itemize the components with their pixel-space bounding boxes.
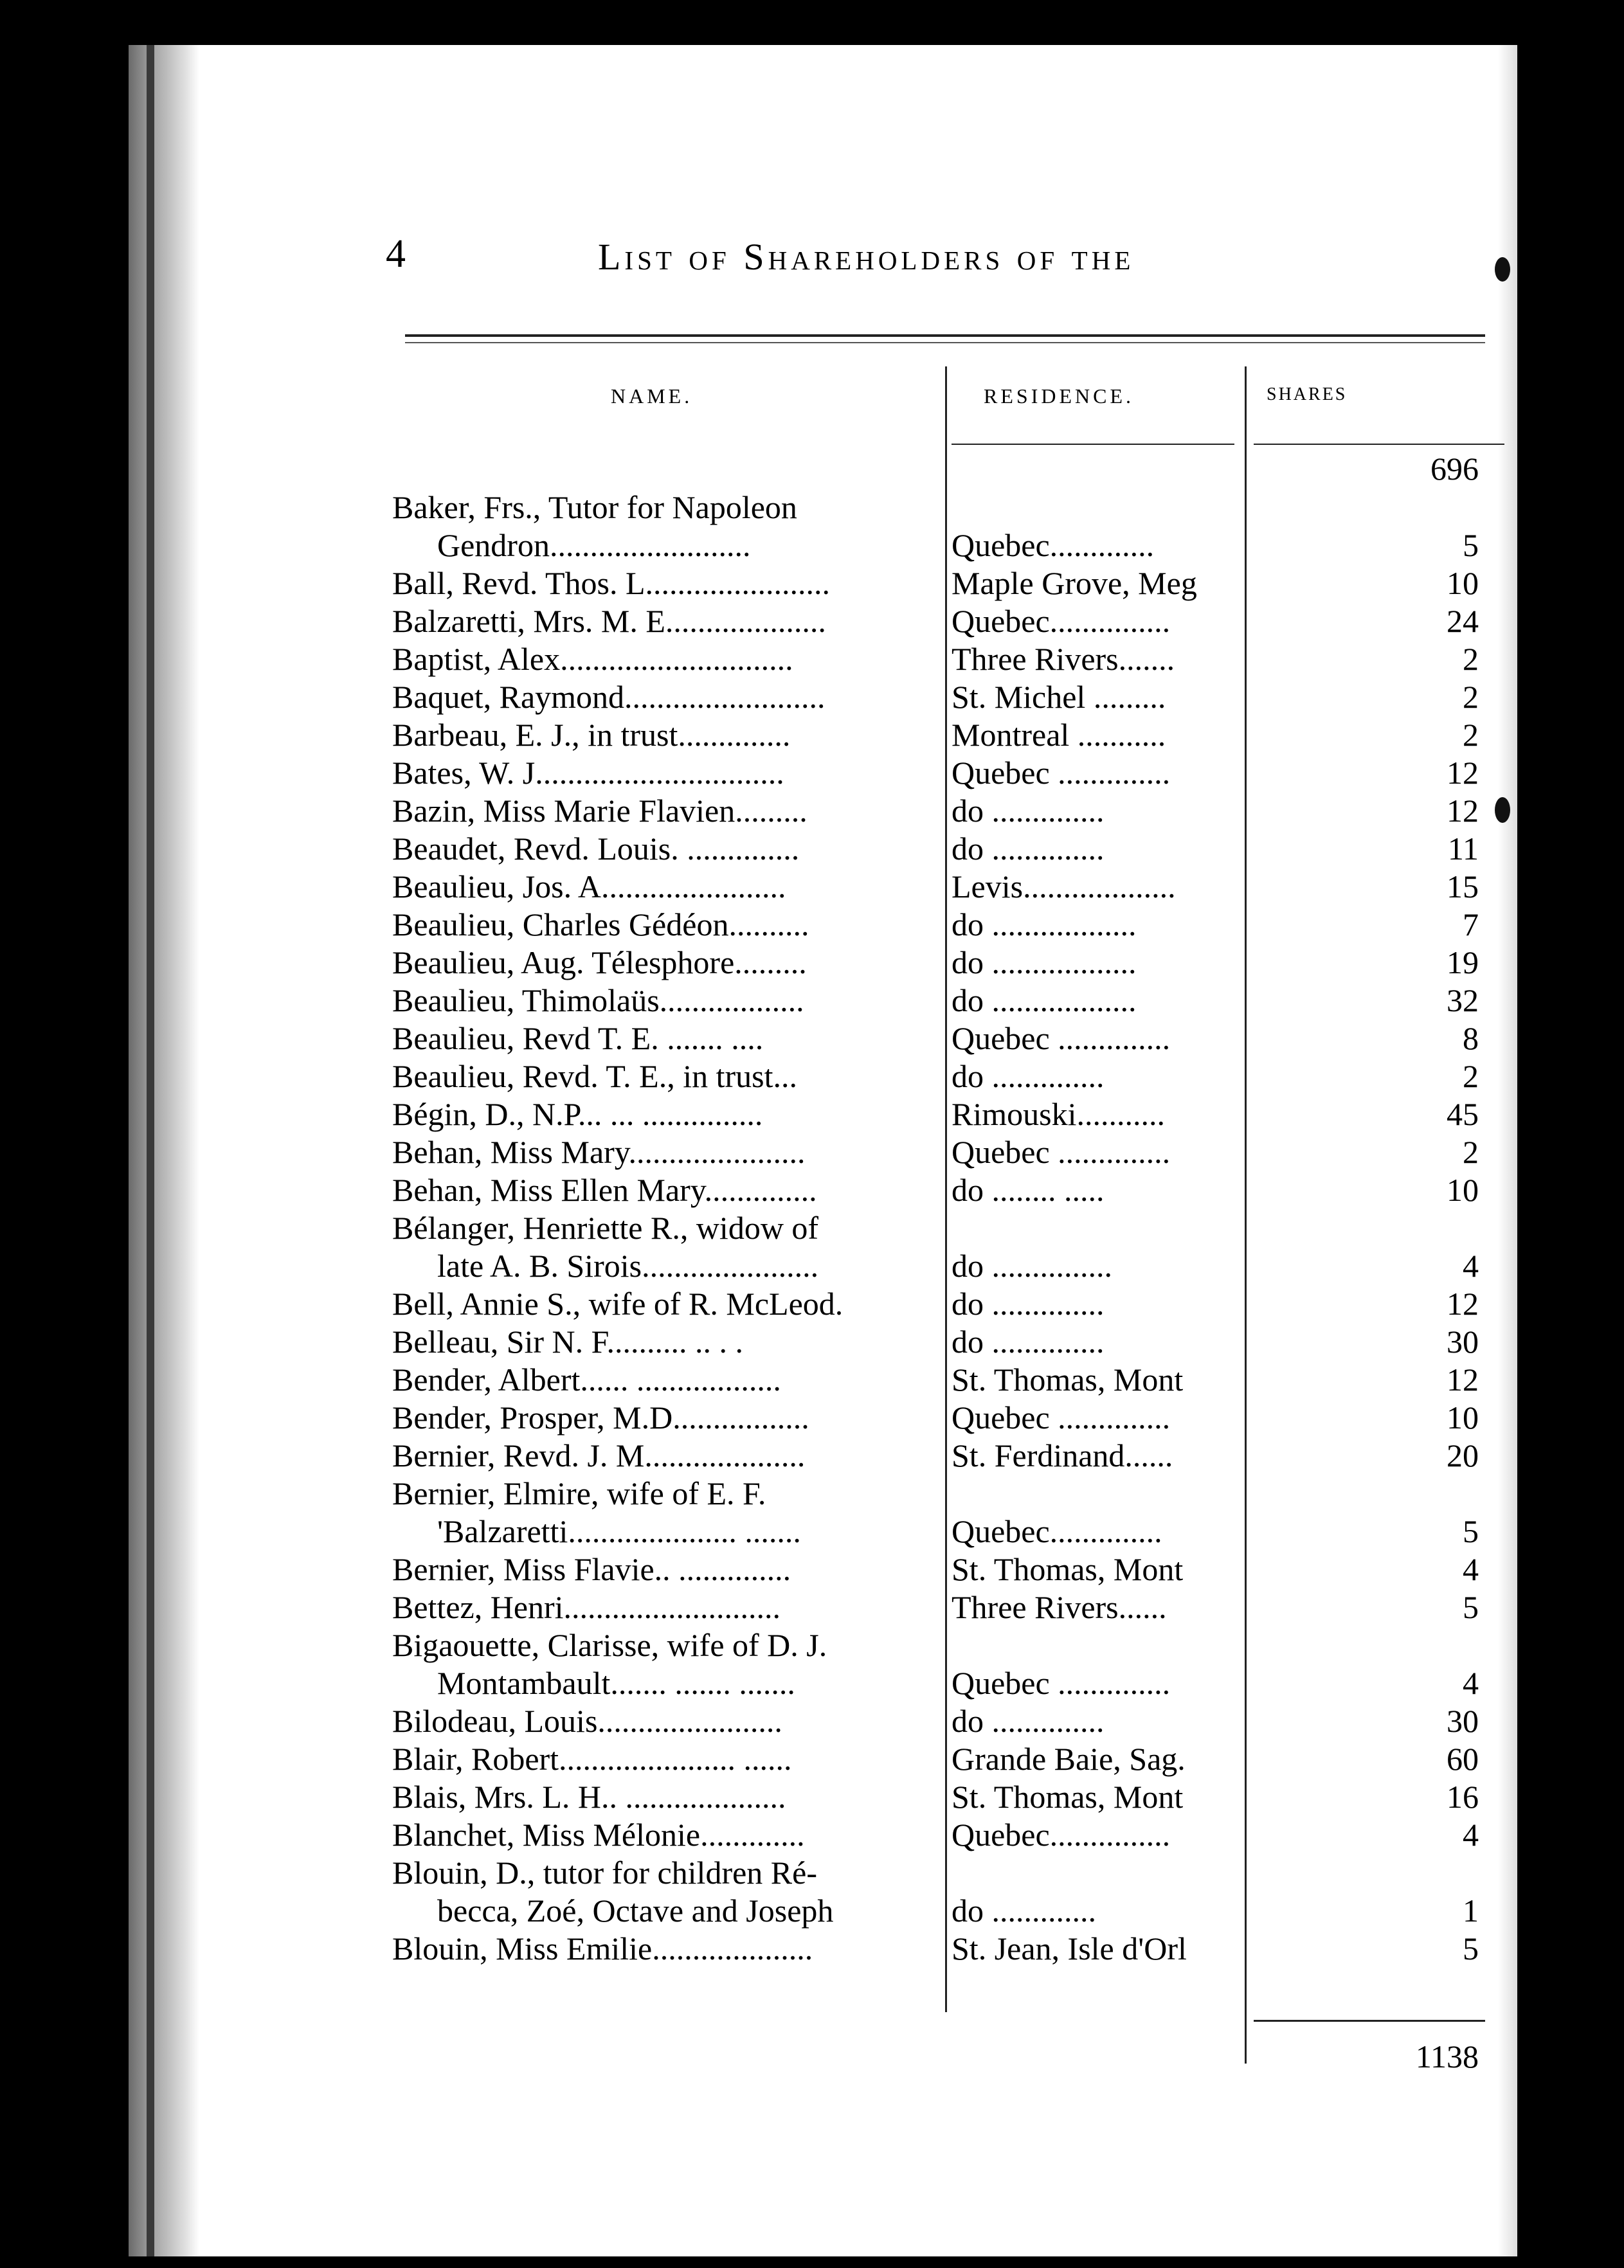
shareholder-name: Bernier, Miss Flavie.. .............. bbox=[392, 1551, 791, 1587]
shareholder-residence: do ............. bbox=[952, 1893, 1096, 1929]
shareholder-shares: 7 bbox=[1463, 906, 1479, 942]
shareholder-shares: 1 bbox=[1463, 1893, 1479, 1929]
shareholder-residence: St. Michel ......... bbox=[952, 679, 1166, 715]
shareholder-residence: St. Jean, Isle d'Orl bbox=[952, 1931, 1187, 1967]
shareholder-name: Bates, W. J............................... bbox=[392, 755, 784, 791]
shareholder-name: Beaulieu, Charles Gédéon.......... bbox=[392, 906, 809, 942]
shareholder-residence: Quebec............... bbox=[952, 603, 1171, 639]
shareholder-shares: 30 bbox=[1447, 1703, 1479, 1739]
shareholder-residence: do .................. bbox=[952, 944, 1137, 980]
shareholder-residence: Maple Grove, Meg bbox=[952, 565, 1197, 601]
shareholder-shares: 5 bbox=[1463, 1589, 1479, 1625]
shareholder-residence: Three Rivers...... bbox=[952, 1589, 1167, 1625]
shareholder-shares: 2 bbox=[1463, 641, 1479, 677]
shareholder-residence: do .............. bbox=[952, 1286, 1105, 1322]
shareholder-residence: St. Thomas, Mont bbox=[952, 1551, 1184, 1587]
shareholder-residence: do .............. bbox=[952, 1324, 1105, 1360]
column-header-shares: SHARES bbox=[1267, 384, 1348, 404]
shareholder-shares: 2 bbox=[1463, 717, 1479, 753]
shareholder-shares: 19 bbox=[1447, 944, 1479, 980]
shareholder-name: Bazin, Miss Marie Flavien......... bbox=[392, 793, 807, 829]
shareholder-shares: 15 bbox=[1447, 869, 1479, 905]
shareholder-residence: St. Thomas, Mont bbox=[952, 1362, 1184, 1398]
carried-forward-total: 696 bbox=[1430, 451, 1479, 487]
shareholder-residence: Quebec.............. bbox=[952, 1513, 1162, 1549]
shareholder-name: Belleau, Sir N. F.......... .. . . bbox=[392, 1324, 743, 1360]
shareholder-residence: do .................. bbox=[952, 982, 1137, 1018]
shareholder-shares: 12 bbox=[1447, 793, 1479, 829]
shareholder-name: Bilodeau, Louis....................... bbox=[392, 1703, 782, 1739]
header-rule-thin bbox=[405, 342, 1485, 343]
column-header-residence: RESIDENCE. bbox=[984, 384, 1134, 408]
shareholder-residence: Grande Baie, Sag. bbox=[952, 1741, 1186, 1777]
shareholder-shares: 20 bbox=[1447, 1437, 1479, 1473]
shareholder-name: Beaulieu, Revd. T. E., in trust... bbox=[392, 1058, 798, 1094]
shareholder-residence: Quebec............... bbox=[952, 1817, 1171, 1853]
book-binding-edge bbox=[147, 45, 154, 2256]
shareholder-shares: 8 bbox=[1463, 1020, 1479, 1056]
shareholder-shares: 10 bbox=[1447, 1400, 1479, 1436]
ink-speck bbox=[1495, 797, 1510, 823]
shareholder-residence: Quebec .............. bbox=[952, 1665, 1171, 1701]
shareholder-shares: 10 bbox=[1447, 1172, 1479, 1208]
shareholder-shares: 12 bbox=[1447, 755, 1479, 791]
shareholder-residence: Levis................... bbox=[952, 869, 1176, 905]
shareholder-name: Bettez, Henri........................... bbox=[392, 1589, 781, 1625]
shareholder-shares: 10 bbox=[1447, 565, 1479, 601]
shareholder-name: Blais, Mrs. L. H.. .................... bbox=[392, 1779, 786, 1815]
shareholder-shares: 12 bbox=[1447, 1286, 1479, 1322]
shareholder-residence: Quebec .............. bbox=[952, 755, 1171, 791]
shareholder-name: becca, Zoé, Octave and Joseph bbox=[437, 1893, 834, 1929]
shareholder-shares: 60 bbox=[1447, 1741, 1479, 1777]
shareholder-name: Beaudet, Revd. Louis. .............. bbox=[392, 831, 800, 867]
shareholder-residence: St. Thomas, Mont bbox=[952, 1779, 1184, 1815]
shareholder-shares: 2 bbox=[1463, 1058, 1479, 1094]
shareholder-residence: do .............. bbox=[952, 1058, 1105, 1094]
shareholder-name: Bégin, D., N.P... ... ............... bbox=[392, 1096, 763, 1132]
shareholder-name: Beaulieu, Thimolaüs.................. bbox=[392, 982, 804, 1018]
shareholder-name: Balzaretti, Mrs. M. E.................... bbox=[392, 603, 826, 639]
shareholder-residence: Quebec............. bbox=[952, 527, 1155, 563]
shareholder-shares: 5 bbox=[1463, 1513, 1479, 1549]
shareholder-name: Beaulieu, Revd T. E. ....... .... bbox=[392, 1020, 764, 1056]
shareholder-name: Bender, Prosper, M.D................. bbox=[392, 1400, 809, 1436]
shareholder-shares: 4 bbox=[1463, 1551, 1479, 1587]
shareholder-name: Beaulieu, Jos. A....................... bbox=[392, 869, 786, 905]
shareholder-shares: 11 bbox=[1447, 831, 1479, 867]
shareholder-shares: 5 bbox=[1463, 1931, 1479, 1967]
shareholder-shares: 4 bbox=[1463, 1248, 1479, 1284]
shareholder-shares: 16 bbox=[1447, 1779, 1479, 1815]
header-rule bbox=[405, 334, 1485, 337]
shareholder-name: Baquet, Raymond......................... bbox=[392, 679, 826, 715]
shares-header-rule bbox=[1254, 444, 1504, 445]
shareholder-name: 'Balzaretti..................... ....... bbox=[437, 1513, 801, 1549]
book-binding-shadow bbox=[129, 45, 199, 2256]
shareholder-name: Baptist, Alex............................. bbox=[392, 641, 793, 677]
shareholder-name: Gendron......................... bbox=[437, 527, 751, 563]
shareholder-residence: do ........ ..... bbox=[952, 1172, 1105, 1208]
running-title: List of Shareholders of the bbox=[598, 236, 1135, 278]
shareholder-shares: 12 bbox=[1447, 1362, 1479, 1398]
residence-header-rule bbox=[952, 444, 1234, 445]
shareholder-name: Montambault....... ....... ....... bbox=[437, 1665, 795, 1701]
shareholder-name: Ball, Revd. Thos. L....................... bbox=[392, 565, 831, 601]
shareholder-name: Blouin, Miss Emilie.................... bbox=[392, 1931, 813, 1967]
shareholder-name: Bernier, Elmire, wife of E. F. bbox=[392, 1475, 766, 1511]
column-divider-residence bbox=[945, 366, 947, 2012]
shareholder-shares: 2 bbox=[1463, 679, 1479, 715]
page-total: 1138 bbox=[1415, 2039, 1479, 2074]
total-rule bbox=[1254, 2020, 1485, 2022]
shareholder-residence: Quebec .............. bbox=[952, 1134, 1171, 1170]
shareholder-shares: 4 bbox=[1463, 1665, 1479, 1701]
shareholder-residence: do .............. bbox=[952, 1703, 1105, 1739]
shareholder-name: Bender, Albert...... .................. bbox=[392, 1362, 781, 1398]
shareholder-name: Bernier, Revd. J. M.................... bbox=[392, 1437, 806, 1473]
shareholder-residence: Rimouski........... bbox=[952, 1096, 1165, 1132]
shareholder-name: Bigaouette, Clarisse, wife of D. J. bbox=[392, 1627, 827, 1663]
shareholder-name: Bélanger, Henriette R., widow of bbox=[392, 1210, 819, 1246]
shareholder-name: Barbeau, E. J., in trust.............. bbox=[392, 717, 791, 753]
shareholder-residence: Montreal ........... bbox=[952, 717, 1166, 753]
shareholder-residence: Quebec .............. bbox=[952, 1400, 1171, 1436]
shareholder-name: Bell, Annie S., wife of R. McLeod. bbox=[392, 1286, 844, 1322]
shareholder-name: Blanchet, Miss Mélonie............. bbox=[392, 1817, 805, 1853]
shareholder-shares: 24 bbox=[1447, 603, 1479, 639]
page-number: 4 bbox=[386, 232, 406, 276]
shareholder-shares: 4 bbox=[1463, 1817, 1479, 1853]
column-header-name: NAME. bbox=[611, 384, 693, 408]
shareholder-shares: 2 bbox=[1463, 1134, 1479, 1170]
page-right-edge bbox=[1498, 45, 1517, 2256]
shareholder-shares: 30 bbox=[1447, 1324, 1479, 1360]
shareholder-name: Blair, Robert...................... ...... bbox=[392, 1741, 792, 1777]
shareholder-name: late A. B. Sirois...................... bbox=[437, 1248, 819, 1284]
page-header bbox=[386, 206, 1517, 296]
shareholder-residence: Three Rivers....... bbox=[952, 641, 1175, 677]
shareholder-shares: 45 bbox=[1447, 1096, 1479, 1132]
shareholder-residence: do .............. bbox=[952, 793, 1105, 829]
shareholder-residence: Quebec .............. bbox=[952, 1020, 1171, 1056]
shareholder-name: Behan, Miss Mary...................... bbox=[392, 1134, 806, 1170]
shareholder-residence: St. Ferdinand...... bbox=[952, 1437, 1173, 1473]
shareholder-name: Behan, Miss Ellen Mary.............. bbox=[392, 1172, 817, 1208]
shareholder-name: Baker, Frs., Tutor for Napoleon bbox=[392, 489, 797, 525]
shareholder-name: Blouin, D., tutor for children Ré- bbox=[392, 1855, 817, 1891]
shareholder-residence: do .............. bbox=[952, 831, 1105, 867]
shareholder-shares: 5 bbox=[1463, 527, 1479, 563]
document-page bbox=[129, 45, 1517, 2256]
shareholder-residence: do .................. bbox=[952, 906, 1137, 942]
shareholder-residence: do ............... bbox=[952, 1248, 1112, 1284]
shareholder-shares: 32 bbox=[1447, 982, 1479, 1018]
shareholder-name: Beaulieu, Aug. Télesphore......... bbox=[392, 944, 807, 980]
